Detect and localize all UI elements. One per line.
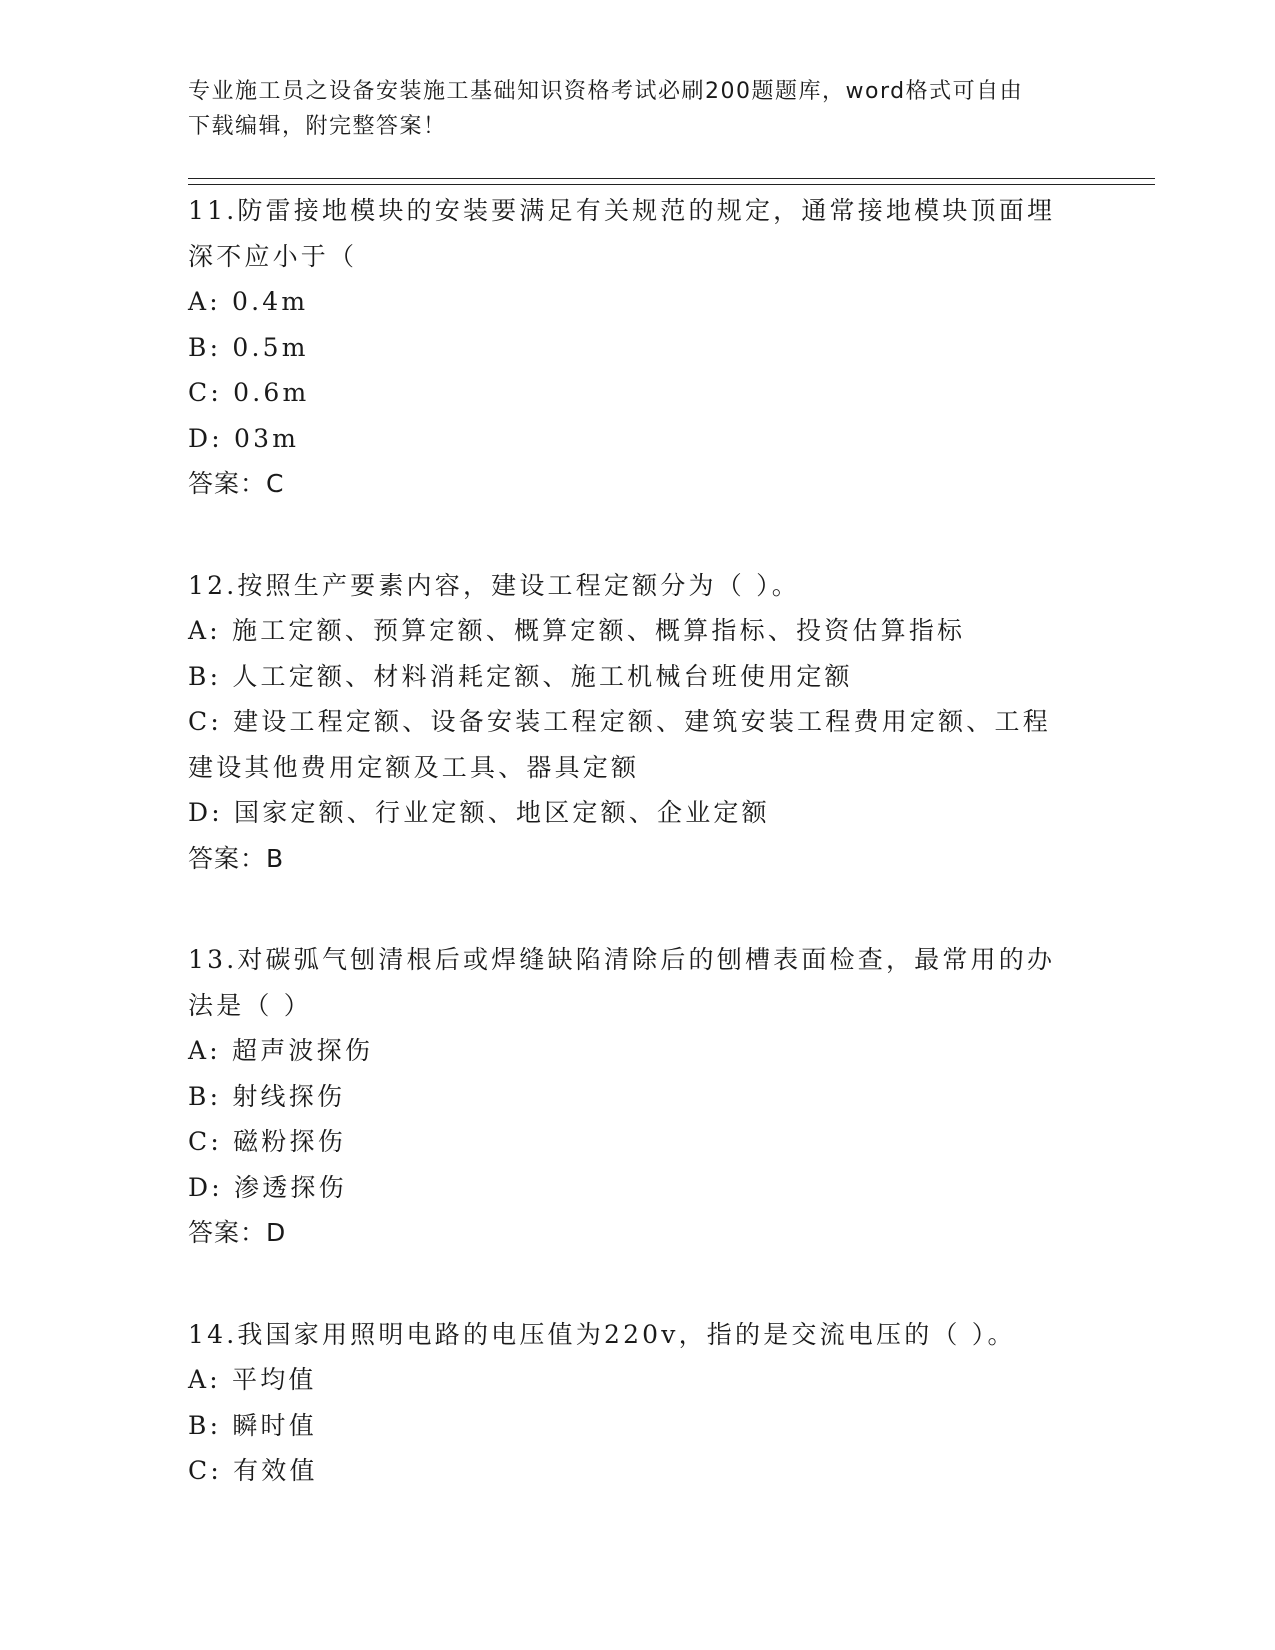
option-c: C: 0.6m: [188, 378, 310, 407]
header-divider-bottom: [188, 184, 1155, 185]
option-c-continued: 建设其他费用定额及工具、器具定额: [188, 752, 640, 782]
question-stem: 12.按照生产要素内容，建设工程定额分为（ ）。: [188, 570, 801, 600]
option-d: D: 渗透探伤: [188, 1172, 347, 1202]
option-a: A: 0.4m: [188, 287, 309, 316]
option-b: B: 射线探伤: [188, 1081, 346, 1111]
option-b: B: 人工定额、材料消耗定额、施工机械台班使用定额: [188, 661, 853, 691]
document-header: [188, 74, 1088, 144]
header-line-2: 下载编辑，附完整答案！: [188, 114, 447, 139]
question-12: [188, 563, 1088, 882]
option-d: D: 03m: [188, 423, 300, 453]
question-list: [188, 188, 1088, 1550]
option-c: C: 有效值: [188, 1456, 318, 1485]
option-c: C: 磁粉探伤: [188, 1127, 346, 1156]
answer-label: 答案：C: [188, 469, 285, 498]
question-14: [188, 1312, 1088, 1494]
option-a: A: 平均值: [188, 1365, 317, 1394]
option-b: B: 0.5m: [188, 332, 309, 362]
option-a: A: 施工定额、预算定额、概算定额、概算指标、投资估算指标: [188, 616, 966, 645]
header-divider-top: [188, 178, 1155, 179]
answer-label: 答案：D: [188, 1218, 287, 1247]
option-a: A: 超声波探伤: [188, 1036, 374, 1065]
option-c: C: 建设工程定额、设备安装工程定额、建筑安装工程费用定额、工程: [188, 707, 1051, 736]
option-d: D: 国家定额、行业定额、地区定额、企业定额: [188, 798, 770, 827]
answer-label: 答案：B: [188, 843, 285, 873]
question-stem: 14.我国家用照明电路的电压值为220v，指的是交流电压的（ ）。: [188, 1319, 1016, 1349]
question-stem: 13.对碳弧气刨清根后或焊缝缺陷清除后的刨槽表面检查，最常用的办: [188, 945, 1056, 974]
option-b: B: 瞬时值: [188, 1410, 317, 1440]
question-11: [188, 188, 1088, 507]
question-stem-continued: 法是（ ）: [188, 990, 312, 1020]
question-stem: 11.防雷接地模块的安装要满足有关规范的规定，通常接地模块顶面埋: [188, 196, 1056, 225]
question-stem-continued: 深不应小于（: [188, 241, 358, 271]
question-13: [188, 937, 1088, 1256]
header-line-1: 专业施工员之设备安装施工基础知识资格考试必刷200题题库，word格式可自由: [188, 79, 1024, 104]
